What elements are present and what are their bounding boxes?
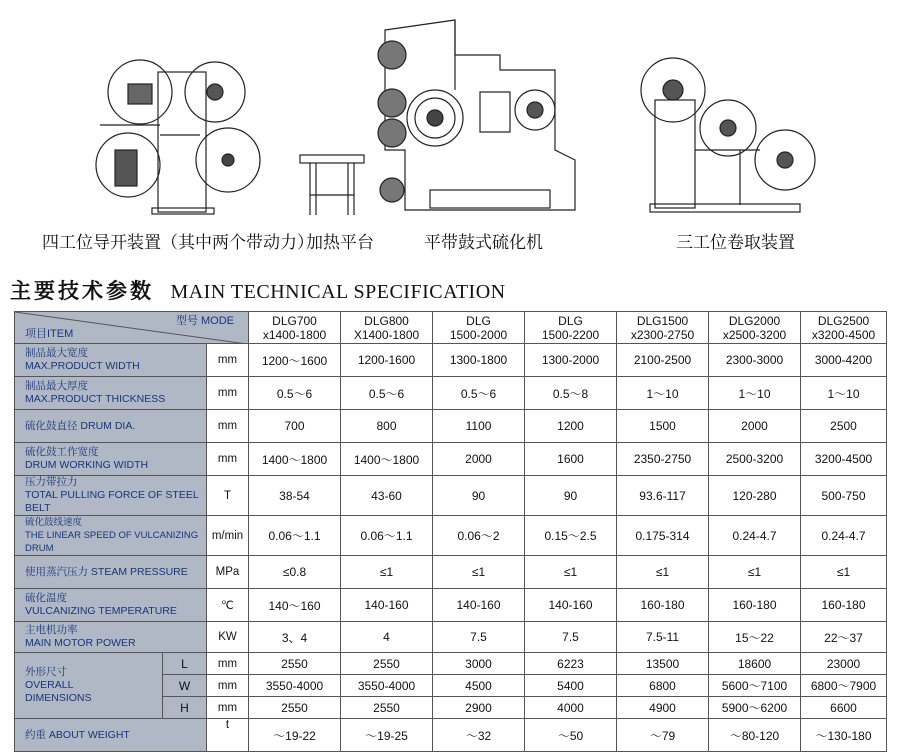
cell: 140-160 [525,589,617,622]
model-header: DLG700 x1400-1800 [249,312,341,344]
cell: ≤1 [709,556,801,589]
row-unit: mm [207,344,249,377]
model-header: DLG2500 x3200-4500 [801,312,887,344]
cell: 0.175-314 [617,516,709,556]
cell: 700 [249,410,341,443]
cell: ≤0.8 [249,556,341,589]
row-unit: m/min [207,516,249,556]
cell: ～79 [617,719,709,752]
dimension-axis: L [163,653,207,675]
row-label: 硫化鼓线速度 THE LINEAR SPEED OF VULCANIZING DRUM [15,516,207,556]
heading-cn: 主要技术参数 [10,279,154,303]
winder-caption: 三工位卷取装置 [676,233,795,253]
row-label: 制品最大厚度 MAX.PRODUCT THICKNESS [15,377,207,410]
item-label: 项目ITEM [25,328,74,340]
cell: 1600 [525,443,617,476]
cell: 160-180 [801,589,887,622]
cell: 18600 [709,653,801,675]
cell: ～80-120 [709,719,801,752]
spec-heading [10,275,506,305]
cell: ≤1 [341,556,433,589]
cell: 4900 [617,697,709,719]
cell: 1200-1600 [341,344,433,377]
cell: 2550 [341,697,433,719]
table-row [15,377,887,410]
cell: 140～160 [249,589,341,622]
machine-illustrations [0,0,900,260]
cell: ≤1 [617,556,709,589]
table-row [15,622,887,653]
table-row [15,443,887,476]
row-unit: ℃ [207,589,249,622]
cell: ～130-180 [801,719,887,752]
cell: 2550 [341,653,433,675]
cell: 0.15～2.5 [525,516,617,556]
row-unit: MPa [207,556,249,589]
table-row [15,476,887,516]
cell: 4500 [433,675,525,697]
cell: 90 [525,476,617,516]
row-label: 硫化鼓直径 DRUM DIA. [15,410,207,443]
model-header: DLG800 X1400-1800 [341,312,433,344]
cell: 0.5～8 [525,377,617,410]
cell: 140-160 [433,589,525,622]
cell: 1300-2000 [525,344,617,377]
cell: 3000 [433,653,525,675]
row-label: 使用蒸汽压力 STEAM PRESSURE [15,556,207,589]
cell: 160-180 [617,589,709,622]
row-unit: mm [207,377,249,410]
platform-caption: 加热平台 [306,233,374,253]
cell: 3、4 [249,622,341,653]
cell: 0.24-4.7 [709,516,801,556]
cell: 90 [433,476,525,516]
cell: 2500-3200 [709,443,801,476]
cell: 1200～1600 [249,344,341,377]
cell: 4000 [525,697,617,719]
cell: 6223 [525,653,617,675]
table-row [15,589,887,622]
model-header: DLG2000 x2500-3200 [709,312,801,344]
table-row [15,516,887,556]
cell: 3200-4500 [801,443,887,476]
cell: ～19-25 [341,719,433,752]
winder-drawing [641,58,815,212]
cell: 0.06～2 [433,516,525,556]
cell: 23000 [801,653,887,675]
cell: 2350-2750 [617,443,709,476]
cell: 6800～7900 [801,675,887,697]
cell: 3550-4000 [341,675,433,697]
cell: 38-54 [249,476,341,516]
cell: 2900 [433,697,525,719]
heading-en: MAIN TECHNICAL SPECIFICATION [170,281,506,303]
row-unit: mm [207,697,249,719]
cell: 7.5 [525,622,617,653]
cell: ～19-22 [249,719,341,752]
cell: 500-750 [801,476,887,516]
vulcanizer-caption: 平带鼓式硫化机 [424,233,543,253]
cell: 6800 [617,675,709,697]
cell: 0.5～6 [433,377,525,410]
row-unit: t [207,719,249,752]
cell: 0.5～6 [249,377,341,410]
unwinder-drawing [96,60,260,214]
table-row [15,344,887,377]
row-label: 压力带拉力 TOTAL PULLING FORCE OF STEEL BELT [15,476,207,516]
cell: 0.06～1.1 [249,516,341,556]
cell: ≤1 [433,556,525,589]
cell: ～32 [433,719,525,752]
table-row [15,410,887,443]
cell: 43-60 [341,476,433,516]
table-row [15,653,887,675]
cell: 0.24-4.7 [801,516,887,556]
cell: 1300-1800 [433,344,525,377]
spec-table [14,311,887,752]
cell: ≤1 [525,556,617,589]
cell: 7.5 [433,622,525,653]
cell: 2100-2500 [617,344,709,377]
row-unit: mm [207,443,249,476]
cell: 2000 [433,443,525,476]
cell: 1～10 [617,377,709,410]
cell: 140-160 [341,589,433,622]
model-header: DLG 1500-2200 [525,312,617,344]
unwinder-caption: 四工位导开装置（其中两个带动力） [42,233,314,253]
dimension-axis: H [163,697,207,719]
cell: 0.06～1.1 [341,516,433,556]
cell: 5400 [525,675,617,697]
cell: 1100 [433,410,525,443]
cell: 93.6-117 [617,476,709,516]
row-unit: mm [207,410,249,443]
cell: 160-180 [709,589,801,622]
row-unit: KW [207,622,249,653]
row-label: 硫化鼓工作宽度 DRUM WORKING WIDTH [15,443,207,476]
row-unit: mm [207,653,249,675]
row-unit: mm [207,675,249,697]
model-header: DLG 1500-2000 [433,312,525,344]
cell: 0.5～6 [341,377,433,410]
cell: 1500 [617,410,709,443]
cell: 1400～1800 [341,443,433,476]
cell: 2300-3000 [709,344,801,377]
drum-vulcanizer-drawing [378,20,575,210]
cell: 1400～1800 [249,443,341,476]
row-label: 主电机功率 MAIN MOTOR POWER [15,622,207,653]
cell: 5900～6200 [709,697,801,719]
cell: ～50 [525,719,617,752]
cell: 4 [341,622,433,653]
dimension-axis: W [163,675,207,697]
cell: 22～37 [801,622,887,653]
table-row [15,556,887,589]
cell: 1～10 [709,377,801,410]
cell: 3000-4200 [801,344,887,377]
cell: 2550 [249,653,341,675]
cell: 13500 [617,653,709,675]
cell: 120-280 [709,476,801,516]
dimensions-label: 外形尺寸 OVERALL DIMENSIONS [15,653,163,719]
row-label: 硫化温度 VULCANIZING TEMPERATURE [15,589,207,622]
cell: 3550-4000 [249,675,341,697]
cell: 2550 [249,697,341,719]
cell: ≤1 [801,556,887,589]
header-corner [15,312,249,344]
row-unit: T [207,476,249,516]
cell: 2500 [801,410,887,443]
cell: 800 [341,410,433,443]
cell: 15～22 [709,622,801,653]
row-label: 制品最大宽度 MAX.PRODUCT WIDTH [15,344,207,377]
cell: 7.5-11 [617,622,709,653]
cell: 6600 [801,697,887,719]
weight-label: 约重 ABOUT WEIGHT [15,719,207,752]
cell: 2000 [709,410,801,443]
heating-platform-drawing [300,155,364,215]
cell: 1～10 [801,377,887,410]
model-header: DLG1500 x2300-2750 [617,312,709,344]
header-row [15,312,887,344]
cell: 5600～7100 [709,675,801,697]
model-label: 型号 MODE [175,315,235,327]
cell: 1200 [525,410,617,443]
